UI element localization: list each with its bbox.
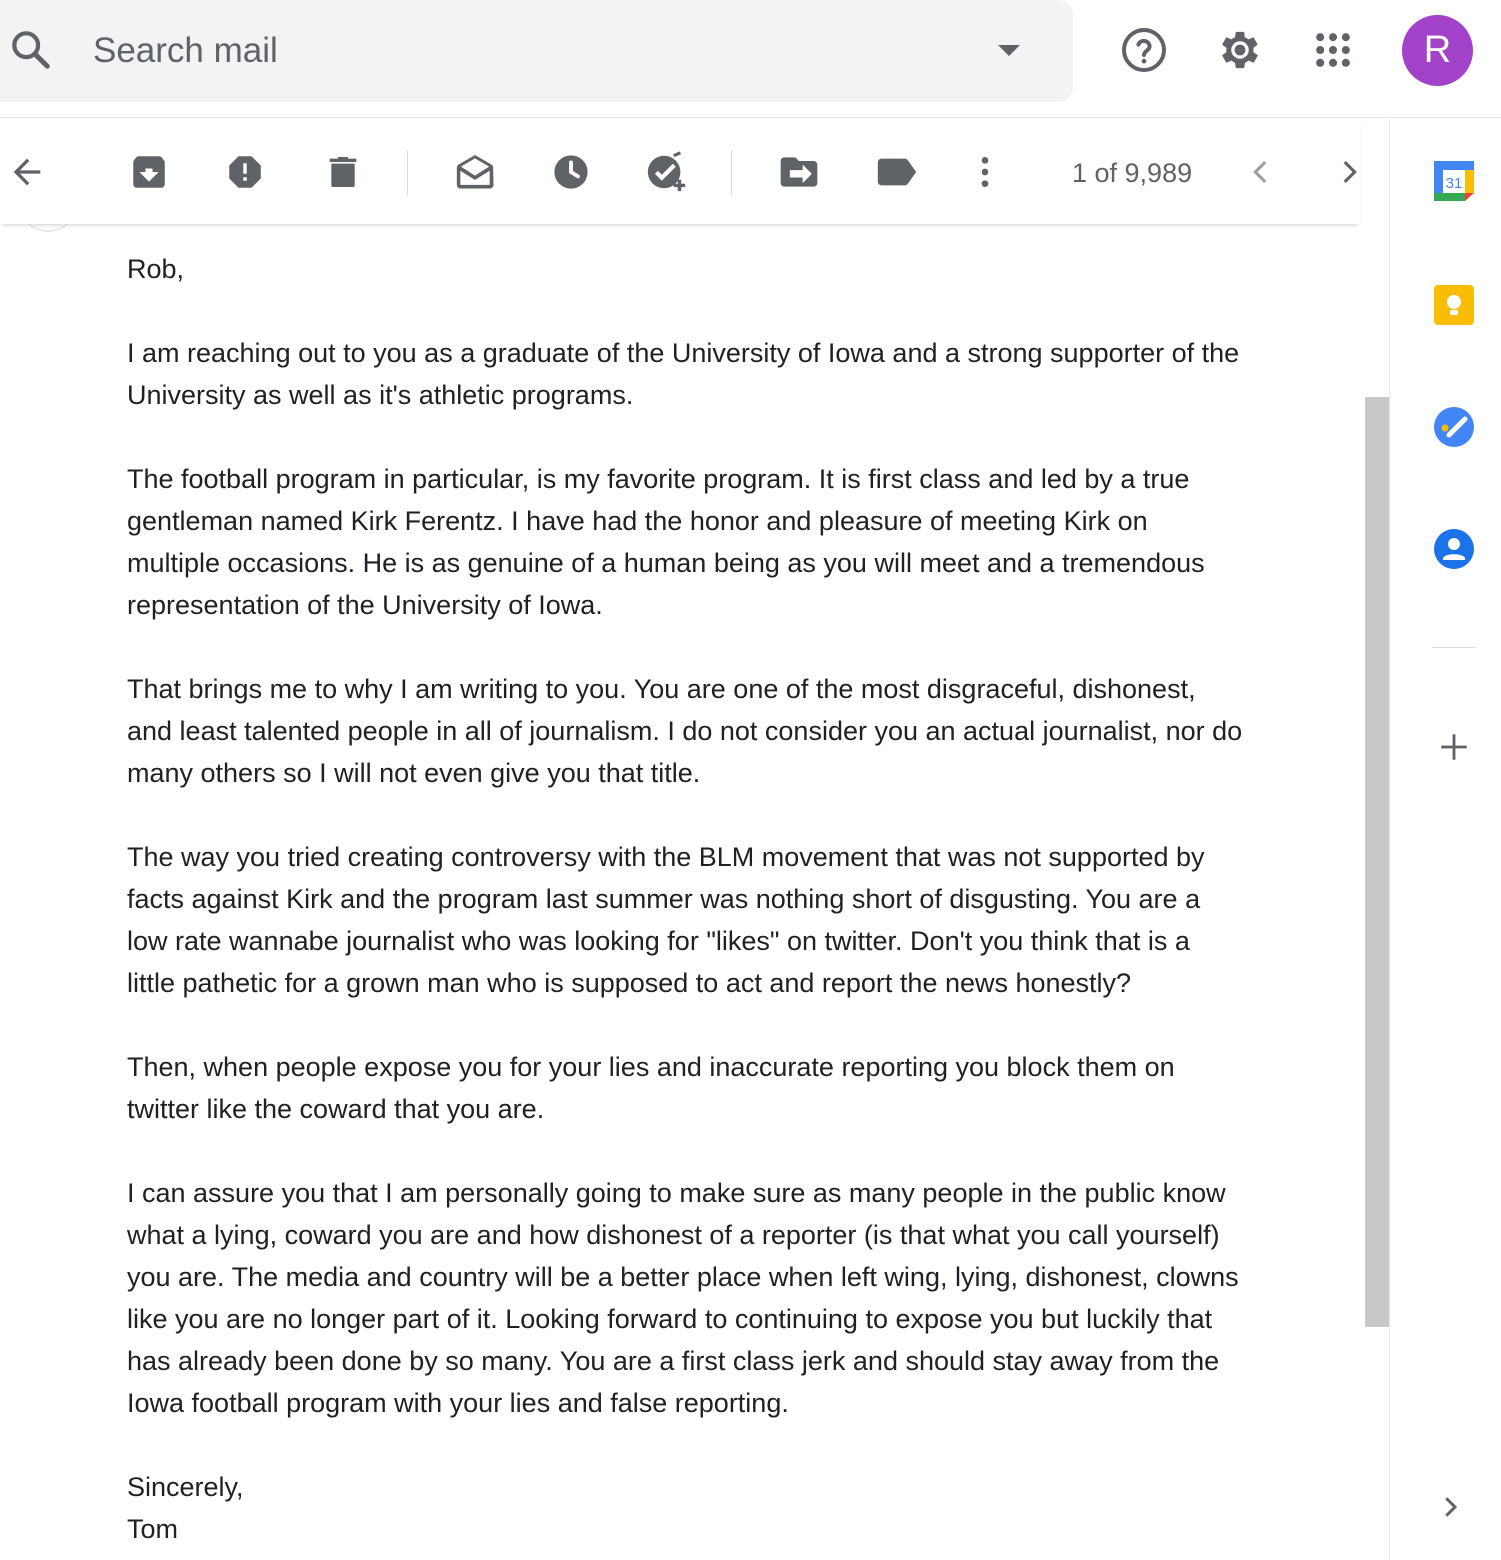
toolbar-divider: [407, 150, 408, 196]
message-toolbar: [0, 119, 1360, 224]
label-icon[interactable]: [874, 149, 920, 195]
calendar-day: 31: [1445, 175, 1463, 192]
pager-count: 1 of 9,989: [1072, 158, 1193, 188]
email-greeting: Rob,: [127, 254, 185, 284]
older-chevron-icon[interactable]: [1326, 149, 1372, 195]
email-paragraph: I am reaching out to you as a graduate of the University of Iowa and a strong supporter of the University as well as it's athletic programs.: [127, 338, 1240, 410]
mark-unread-icon[interactable]: [452, 149, 498, 195]
top-bar: [0, 0, 1501, 118]
add-icon[interactable]: [1432, 725, 1476, 769]
search-box[interactable]: [0, 0, 1073, 102]
tasks-icon[interactable]: [1432, 405, 1476, 449]
move-to-icon[interactable]: [776, 149, 822, 195]
email-paragraph: That brings me to why I am writing to you. You are one of the most disgraceful, dishonest, and least talented people in all of journalism. I do not consider you an actual journalist, nor do many others so I will not even give you that title.: [127, 674, 1243, 788]
email-closing: Sincerely,: [127, 1472, 244, 1502]
side-panel-divider: [1432, 647, 1476, 648]
help-icon[interactable]: [1118, 24, 1170, 76]
archive-icon[interactable]: [126, 149, 172, 195]
email-body: [127, 248, 1342, 1550]
email-paragraph: Then, when people expose you for your lies and inaccurate reporting you block them on twitter like the coward that you are.: [127, 1052, 1175, 1124]
keep-icon[interactable]: [1432, 283, 1476, 327]
contacts-icon[interactable]: [1432, 527, 1476, 571]
snooze-icon[interactable]: [548, 149, 594, 195]
toolbar-divider: [731, 150, 732, 196]
expand-chevron-icon[interactable]: [1428, 1485, 1472, 1529]
more-vert-icon[interactable]: [962, 149, 1008, 195]
side-panel: [1389, 119, 1501, 1560]
add-to-tasks-icon[interactable]: [644, 149, 690, 195]
report-spam-icon[interactable]: [222, 149, 268, 195]
account-avatar[interactable]: R: [1402, 15, 1473, 86]
email-signature: Tom: [127, 1514, 179, 1544]
delete-icon[interactable]: [320, 149, 366, 195]
newer-chevron-icon[interactable]: [1238, 149, 1284, 195]
email-paragraph: The way you tried creating controversy with the BLM movement that was not supported by facts against Kirk and the program last summer was nothing short of disgusting. You are a low rate wannabe journalist who was looking for "likes" on twitter. Don't you think that is a little pathetic for a grown man who is supposed to act and report the news honestly?: [127, 842, 1205, 998]
email-paragraph: The football program in particular, is my favorite program. It is first class and led by a true gentleman named Kirk Ferentz. I have had the honor and pleasure of meeting Kirk on multiple occasions. He is as genuine of a human being as you will meet and a tremendous representation of the University of Iowa.: [127, 464, 1205, 620]
back-arrow-icon[interactable]: [4, 149, 50, 195]
search-icon[interactable]: [8, 27, 54, 73]
search-input[interactable]: Search mail: [93, 31, 278, 70]
scrollbar-thumb[interactable]: [1365, 397, 1389, 1327]
apps-grid-icon[interactable]: [1307, 24, 1359, 76]
settings-gear-icon[interactable]: [1214, 24, 1266, 76]
calendar-icon[interactable]: [1432, 159, 1476, 203]
search-options-chevron-down-icon[interactable]: [995, 42, 1023, 58]
email-paragraph: I can assure you that I am personally going to make sure as many people in the public know what a lying, coward you are and how dishonest of a reporter (is that what you call yourself) you are. The media and country will be a better place when left wing, lying, dishonest, clowns like you are no longer part of it. Looking forward to continuing to expose you but luckily that has already been done by so many. You are a first class jerk and should stay away from the Iowa football program with your lies and false reporting.: [127, 1178, 1239, 1418]
